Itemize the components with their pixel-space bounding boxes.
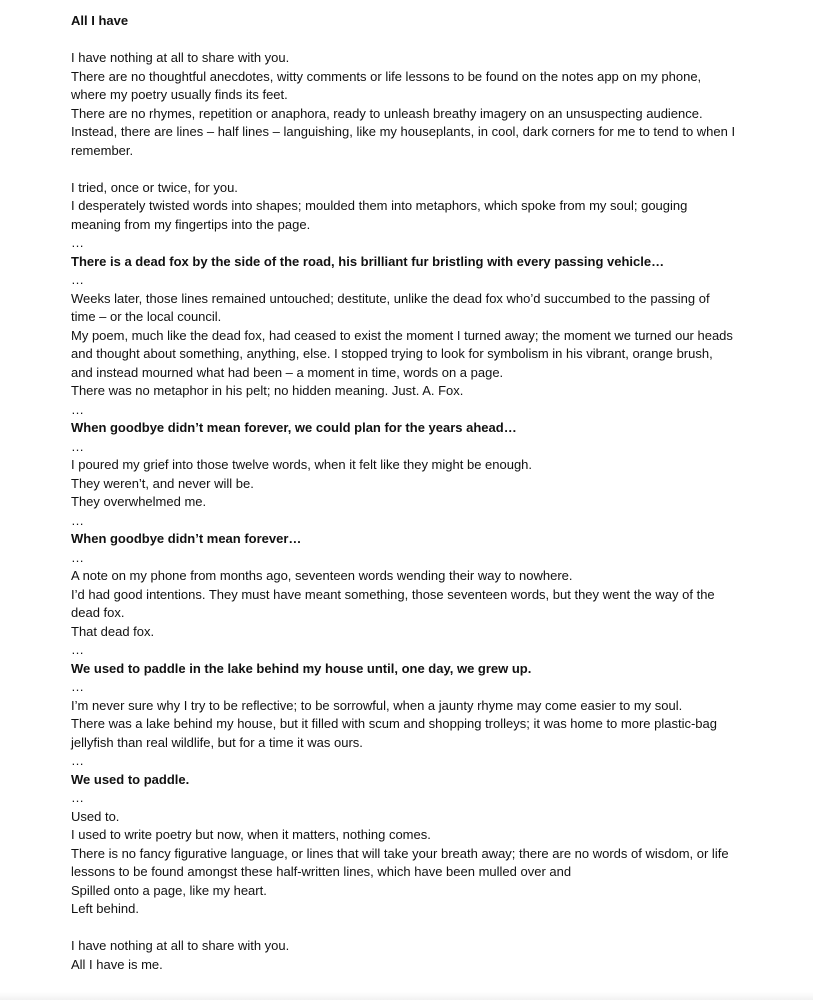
ellipsis-line: …: [71, 549, 84, 565]
document-body: [71, 12, 736, 974]
text-line: There are no thoughtful anecdotes, witty comments or life lessons to be found on the notes app on my phone, where my poetry usually finds its feet.: [71, 68, 702, 102]
ellipsis-line: …: [71, 753, 84, 768]
text-line: I used to write poetry but now, when it matters, nothing comes.: [71, 827, 431, 842]
ellipsis-line: …: [71, 642, 84, 657]
poem-lines: [71, 31, 736, 975]
ellipsis-line: …: [71, 790, 84, 805]
text-line: I desperately twisted words into shapes; moulded them into metaphors, which spoke from my soul; gouging meaning from my fingertips into the page.: [71, 198, 688, 232]
text-line: I’m never sure why I try to be reflective; to be sorrowful, when a jaunty rhyme may come easier to my soul.: [71, 697, 683, 713]
text-line: Used to.: [71, 808, 120, 824]
text-line: I’d had good intentions. They must have meant something, those seventeen words, but they went the way of the dead fox.: [71, 586, 715, 620]
poem-fragment-line: We used to paddle.: [71, 771, 190, 787]
ellipsis-line: …: [71, 512, 84, 528]
ellipsis-line: …: [71, 272, 84, 287]
text-line: There is no fancy figurative language, or lines that will take your breath away; there are no words of wisdom, or life lessons to be found amongst these half-written lines, which have been mulled over and: [71, 845, 729, 879]
text-line: That dead fox.: [71, 623, 155, 639]
text-line: Weeks later, those lines remained untouched; destitute, unlike the dead fox who’d succumbed to the passing of time – or the local council.: [71, 290, 710, 324]
text-line: There was a lake behind my house, but it filled with scum and shopping trolleys; it was home to more plastic-bag jellyfish than real wildlife, but for a time it was ours.: [71, 716, 717, 750]
blank-line: [71, 919, 736, 938]
ellipsis-line: …: [71, 401, 84, 417]
blank-line: [71, 160, 736, 179]
text-line: There was no metaphor in his pelt; no hidden meaning. Just. A. Fox.: [71, 383, 464, 398]
text-line: I poured my grief into those twelve words, when it felt like they might be enough.: [71, 457, 533, 472]
text-line: There are no rhymes, repetition or anaphora, ready to unleash breathy imagery on an unsuspecting audience.: [71, 105, 703, 121]
ellipsis-line: …: [71, 438, 84, 454]
text-line: Spilled onto a page, like my heart.: [71, 882, 267, 898]
blank-line: [71, 31, 736, 50]
text-line: Left behind.: [71, 901, 139, 916]
poem-fragment-line: We used to paddle in the lake behind my house until, one day, we grew up.: [71, 660, 532, 676]
text-line: They weren’t, and never will be.: [71, 475, 254, 491]
text-line: All I have is me.: [71, 956, 163, 972]
poem-title: All I have: [71, 13, 129, 28]
text-line: I have nothing at all to share with you.: [71, 938, 290, 953]
text-line: I tried, once or twice, for you.: [71, 179, 238, 195]
text-line: A note on my phone from months ago, seventeen words wending their way to nowhere.: [71, 568, 573, 583]
text-line: I have nothing at all to share with you.: [71, 50, 290, 65]
text-line: Instead, there are lines – half lines – languishing, like my houseplants, in cool, dark corners for me to tend to when I remember.: [71, 124, 736, 158]
ellipsis-line: …: [71, 235, 84, 250]
page-bottom-edge: [0, 992, 813, 1000]
text-line: My poem, much like the dead fox, had ceased to exist the moment I turned away; the moment we turned our heads and thought about something, anything, else. I stopped trying to look for symbolism in his vibrant, orange brush, and instead mourned what had been – a moment in time, words on a page.: [71, 327, 733, 380]
poem-fragment-line: There is a dead fox by the side of the road, his brilliant fur bristling with every passing vehicle…: [71, 253, 665, 269]
text-line: They overwhelmed me.: [71, 494, 207, 509]
poem-fragment-line: When goodbye didn’t mean forever…: [71, 531, 302, 546]
poem-fragment-line: When goodbye didn’t mean forever, we could plan for the years ahead…: [71, 420, 517, 435]
ellipsis-line: …: [71, 679, 84, 694]
